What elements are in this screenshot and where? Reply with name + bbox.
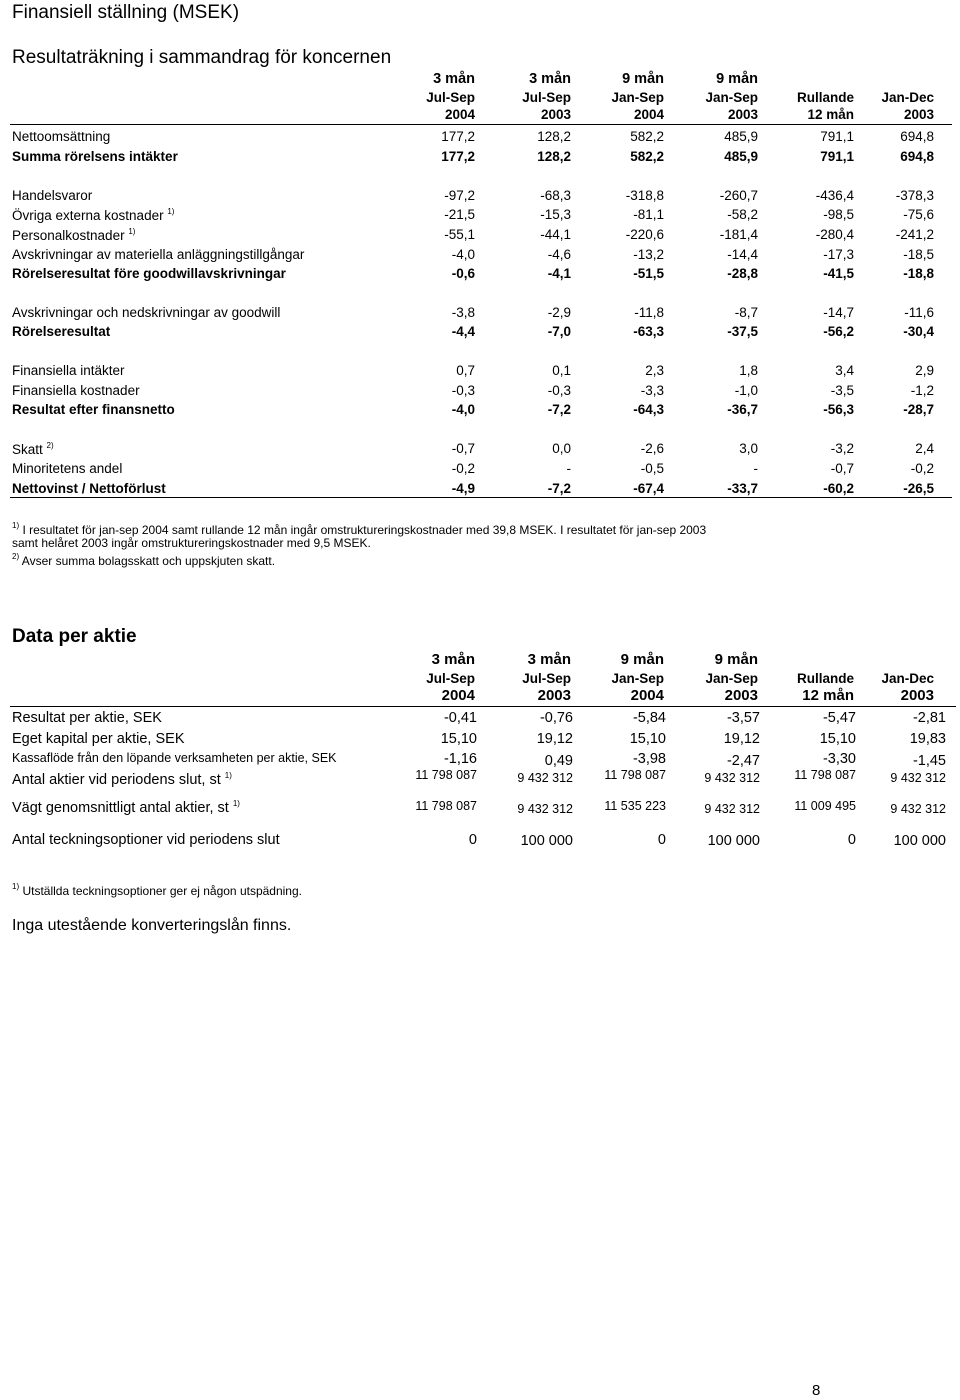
table-cell: 485,9 [724, 149, 758, 164]
table-cell: -13,2 [633, 247, 664, 262]
row-label [12, 129, 110, 144]
table-cell: -3,5 [830, 383, 854, 398]
table-cell: 0 [657, 832, 666, 848]
column-header [764, 71, 854, 124]
table-cell: -4,9 [451, 481, 475, 496]
table-cell: 11 798 087 [794, 768, 856, 782]
footnote-2-marker: 2) [12, 552, 20, 561]
row-label-text: Rörelseresultat [12, 324, 111, 339]
table-cell: 2,9 [915, 363, 934, 378]
table-cell: -11,6 [904, 305, 934, 320]
column-header-line: 2003 [540, 107, 571, 122]
table-cell: -0,76 [539, 710, 573, 726]
table-cell: -37,5 [727, 324, 758, 339]
table-cell: -0,2 [451, 461, 475, 476]
table-cell: 19,12 [536, 731, 573, 747]
table-cell: -0,7 [451, 441, 475, 456]
table-cell: 128,2 [537, 129, 571, 144]
table-cell: -81,1 [633, 207, 664, 222]
table-cell: 582,2 [630, 129, 664, 144]
column-header-line: Jan-Sep [611, 89, 664, 105]
column-header-line: 2004 [444, 107, 475, 122]
row-label-text: Eget kapital per aktie, SEK [12, 731, 185, 747]
table-cell: -97,2 [444, 188, 475, 203]
table-cell: -280,4 [815, 227, 854, 242]
row-label [12, 149, 178, 164]
column-header-line: 2004 [630, 687, 664, 704]
row-label [12, 207, 174, 223]
table-cell: -28,7 [903, 402, 934, 417]
table-cell: 19,12 [723, 731, 760, 747]
table-cell: 15,10 [629, 731, 666, 747]
table-cell: -44,1 [540, 227, 571, 242]
footnote-2 [12, 550, 275, 568]
column-header-line: Jan-Sep [705, 89, 758, 105]
table-cell: -5,47 [822, 710, 856, 726]
row-label-text: Finansiella intäkter [12, 363, 125, 378]
table-cell: -98,5 [823, 207, 854, 222]
footnote-1-marker: 1) [12, 521, 20, 530]
table-cell: -41,5 [823, 266, 854, 281]
row-label-text: Personalkostnader [12, 228, 125, 243]
footnote-marker: 1) [128, 227, 136, 236]
table-cell: 177,2 [441, 149, 475, 164]
column-header [481, 651, 571, 704]
column-header-line [764, 71, 854, 89]
table-cell: -60,2 [823, 481, 854, 496]
table-cell: 0,0 [552, 441, 571, 456]
row-label-text: Kassaflöde från den löpande verksamheten per aktie, SEK [12, 751, 337, 765]
column-header-line: Rullande [796, 89, 854, 105]
column-header-line: 12 mån [807, 107, 854, 122]
column-header-line: Jan-Sep [611, 671, 664, 686]
column-header-line: Jan-Sep [705, 671, 758, 686]
row-label [12, 188, 92, 203]
table-cell: 100 000 [707, 833, 760, 849]
share-footnote-text: Utställda teckningsoptioner ger ej någon utspädning. [22, 884, 302, 898]
table-cell: -15,3 [540, 207, 571, 222]
table-cell: 9 432 312 [704, 802, 760, 816]
column-header [764, 651, 854, 704]
row-label-text: Övriga externa kostnader [12, 208, 164, 223]
table-cell: 11 798 087 [604, 768, 666, 782]
footnote-1 [12, 519, 706, 537]
table-cell: 11 535 223 [604, 799, 666, 813]
table-cell: -63,3 [633, 324, 664, 339]
column-header [844, 651, 934, 704]
table-cell: -241,2 [895, 227, 934, 242]
table-cell: -26,5 [903, 481, 934, 496]
column-header-line: Rullande [796, 671, 854, 686]
page-title: Finansiell ställning (MSEK) [12, 2, 240, 23]
table-cell: 1,8 [739, 363, 758, 378]
footnote-1-cont: samt helåret 2003 ingår omstruktureringskostnader med 9,5 MSEK. [12, 536, 371, 550]
table-cell: 2,4 [915, 441, 934, 456]
table-cell: -260,7 [719, 188, 758, 203]
table-cell: -318,8 [625, 188, 664, 203]
income-statement-title: Resultaträkning i sammandrag för koncernen [12, 47, 392, 68]
row-label-text: Minoritetens andel [12, 461, 123, 476]
column-header-line: 2003 [900, 687, 934, 704]
table-cell: -378,3 [895, 188, 934, 203]
table-cell: -181,4 [719, 227, 758, 242]
table-cell: -0,3 [451, 383, 475, 398]
page-number: 8 [812, 1382, 821, 1399]
table-cell: -7,2 [547, 481, 571, 496]
table-cell: - [566, 461, 571, 476]
table-cell: -14,7 [823, 305, 854, 320]
row-label [12, 771, 232, 788]
table-cell: -68,3 [540, 188, 571, 203]
table-cell: 0,49 [544, 753, 573, 769]
table-cell: -2,6 [640, 441, 664, 456]
column-header-line: 3 mån [527, 651, 571, 668]
column-header-line: Jul-Sep [522, 671, 571, 686]
table-cell: 9 432 312 [704, 771, 760, 785]
table-cell: -2,9 [547, 305, 571, 320]
table-cell: -1,16 [443, 751, 477, 767]
row-label [12, 751, 337, 765]
closing-statement: Inga utestående konverteringslån finns. [12, 917, 292, 934]
column-header-line: Jan-Dec [881, 89, 934, 105]
table-cell: -4,1 [547, 266, 571, 281]
table-cell: -7,0 [547, 324, 571, 339]
row-label-text: Nettoomsättning [12, 129, 111, 144]
table-cell: -64,3 [633, 402, 664, 417]
table-cell: -33,7 [727, 481, 758, 496]
table-cell: -3,98 [632, 751, 666, 767]
column-header-line: 9 mån [622, 71, 664, 87]
table-cell: -3,30 [822, 751, 856, 767]
table-cell: -0,6 [451, 266, 475, 281]
table-cell: -220,6 [625, 227, 664, 242]
table-cell: 694,8 [900, 129, 934, 144]
column-header [481, 71, 571, 124]
column-header-line: 9 mån [716, 71, 758, 87]
row-label [12, 383, 140, 398]
table-cell: -18,8 [903, 266, 934, 281]
table-cell: -2,81 [912, 710, 946, 726]
column-header-line: 9 mån [714, 651, 758, 668]
table-cell: 15,10 [440, 731, 477, 747]
row-label-text: Antal teckningsoptioner vid periodens slut [12, 832, 280, 848]
table-cell: -56,3 [823, 402, 854, 417]
table-cell: 128,2 [537, 149, 571, 164]
table-cell: -0,7 [830, 461, 854, 476]
column-header-line: Jul-Sep [426, 671, 475, 686]
row-label-text: Rörelseresultat före goodwillavskrivningar [12, 266, 286, 281]
table-cell: -436,4 [815, 188, 854, 203]
table-cell: -67,4 [633, 481, 664, 496]
column-header-line [764, 651, 854, 670]
row-label [12, 324, 110, 339]
header-divider [10, 706, 956, 707]
table-cell: -7,2 [547, 402, 571, 417]
table-cell: -4,4 [451, 324, 475, 339]
table-cell: 9 432 312 [890, 802, 946, 816]
table-cell: 0 [468, 832, 477, 848]
table-cell: -0,3 [547, 383, 571, 398]
table-cell: 3,4 [835, 363, 854, 378]
row-label-text: Vägt genomsnittligt antal aktier, st [12, 800, 229, 816]
table-cell: -3,2 [830, 441, 854, 456]
share-footnote-marker: 1) [12, 882, 20, 891]
footnote-marker: 1) [167, 207, 175, 216]
row-label-text: Finansiella kostnader [12, 383, 140, 398]
table-cell: -2,47 [726, 753, 760, 769]
table-cell: -3,57 [726, 710, 760, 726]
row-label-text: Antal aktier vid periodens slut, st [12, 772, 221, 788]
table-cell: 3,0 [739, 441, 758, 456]
table-cell: -0,41 [443, 710, 477, 726]
column-header-line: 2004 [633, 107, 664, 122]
row-label [12, 266, 286, 281]
table-cell: -1,45 [912, 753, 946, 769]
row-label [12, 832, 280, 848]
column-header [844, 71, 934, 124]
table-cell: -3,8 [451, 305, 475, 320]
table-cell: -5,84 [632, 710, 666, 726]
column-header-line: Jul-Sep [426, 89, 475, 105]
column-header-line: Jan-Dec [881, 671, 934, 686]
row-label [12, 227, 135, 243]
column-header-line: 3 mån [431, 651, 475, 668]
table-cell: -28,8 [727, 266, 758, 281]
table-cell: -58,2 [727, 207, 758, 222]
row-label [12, 402, 175, 417]
row-label-text: Skatt [12, 442, 43, 457]
table-cell: 0,1 [552, 363, 571, 378]
table-cell: -36,7 [727, 402, 758, 417]
column-header-line: 12 mån [802, 687, 854, 704]
table-cell: 2,3 [645, 363, 664, 378]
table-cell: 100 000 [893, 833, 946, 849]
table-cell: 485,9 [724, 129, 758, 144]
column-header-line: Jul-Sep [522, 89, 571, 105]
row-label-text: Summa rörelsens intäkter [12, 149, 178, 164]
table-bottom-divider [10, 497, 952, 498]
table-cell: -4,6 [547, 247, 571, 262]
table-cell: -56,2 [823, 324, 854, 339]
table-cell: -8,7 [734, 305, 758, 320]
table-cell: -21,5 [444, 207, 475, 222]
table-cell: 791,1 [820, 129, 854, 144]
table-cell: -17,3 [823, 247, 854, 262]
footnote-2-text: Avser summa bolagsskatt och uppskjuten skatt. [21, 554, 276, 568]
table-cell: 791,1 [820, 149, 854, 164]
footnote-marker: 1) [232, 799, 240, 808]
column-header-line [844, 651, 934, 670]
table-cell: 9 432 312 [517, 771, 573, 785]
column-header-line: 9 mån [620, 651, 664, 668]
table-cell: 177,2 [441, 129, 475, 144]
row-label [12, 799, 240, 816]
table-cell: -1,0 [734, 383, 758, 398]
table-cell: -75,6 [903, 207, 934, 222]
footnote-marker: 1) [224, 771, 232, 780]
column-header [574, 71, 664, 124]
table-cell: -0,2 [910, 461, 934, 476]
row-label [12, 481, 166, 496]
table-cell: 582,2 [630, 149, 664, 164]
row-label-text: Avskrivningar av materiella anläggningstillgångar [12, 247, 305, 262]
footnote-marker: 2) [46, 441, 54, 450]
row-label [12, 710, 162, 726]
column-header [574, 651, 664, 704]
row-label [12, 305, 280, 320]
row-label [12, 461, 122, 476]
header-divider [10, 124, 952, 125]
table-cell: -0,5 [640, 461, 664, 476]
table-cell: -1,2 [910, 383, 934, 398]
table-cell: -11,8 [634, 305, 664, 320]
table-cell: 11 798 087 [415, 799, 477, 813]
column-header [385, 71, 475, 124]
column-header [668, 71, 758, 124]
table-cell: 0 [847, 832, 856, 848]
table-cell: -55,1 [444, 227, 475, 242]
table-cell: -18,5 [903, 247, 934, 262]
table-cell: -4,0 [451, 402, 475, 417]
table-cell: 0,7 [456, 363, 475, 378]
row-label [12, 441, 54, 457]
row-label-text: Nettovinst / Nettoförlust [12, 481, 166, 496]
table-cell: 11 009 495 [794, 799, 856, 813]
table-cell: 19,83 [909, 731, 946, 747]
row-label-text: Handelsvaror [12, 188, 93, 203]
row-label [12, 731, 185, 747]
table-cell: -4,0 [451, 247, 475, 262]
column-header-line: 2003 [537, 687, 571, 704]
column-header-line: 3 mån [529, 71, 571, 87]
column-header-line: 2003 [903, 107, 934, 122]
table-cell: 15,10 [819, 731, 856, 747]
table-cell: 694,8 [900, 149, 934, 164]
table-cell: -14,4 [727, 247, 758, 262]
footnote-1-line-1: I resultatet för jan-sep 2004 samt rullande 12 mån ingår omstruktureringskostnader med 39,8 MSEK. I resultatet för jan-sep 2003 [22, 523, 707, 537]
share-data-title: Data per aktie [12, 626, 137, 647]
row-label [12, 247, 304, 262]
row-label-text: Resultat efter finansnetto [12, 402, 175, 417]
row-label-text: Avskrivningar och nedskrivningar av goodwill [12, 305, 281, 320]
column-header-line: 2003 [724, 687, 758, 704]
column-header-line [844, 71, 934, 89]
table-cell: 9 432 312 [890, 771, 946, 785]
table-cell: -51,5 [633, 266, 664, 281]
table-cell: -30,4 [903, 324, 934, 339]
table-cell: - [753, 461, 758, 476]
table-cell: 11 798 087 [415, 768, 477, 782]
table-cell: -3,3 [640, 383, 664, 398]
column-header-line: 2004 [441, 687, 475, 704]
column-header [668, 651, 758, 704]
row-label-text: Resultat per aktie, SEK [12, 710, 162, 726]
column-header-line: 3 mån [433, 71, 475, 87]
column-header-line: 2003 [727, 107, 758, 122]
column-header [385, 651, 475, 704]
table-cell: 100 000 [520, 833, 573, 849]
table-cell: 9 432 312 [517, 802, 573, 816]
row-label [12, 363, 125, 378]
share-footnote [12, 880, 302, 898]
